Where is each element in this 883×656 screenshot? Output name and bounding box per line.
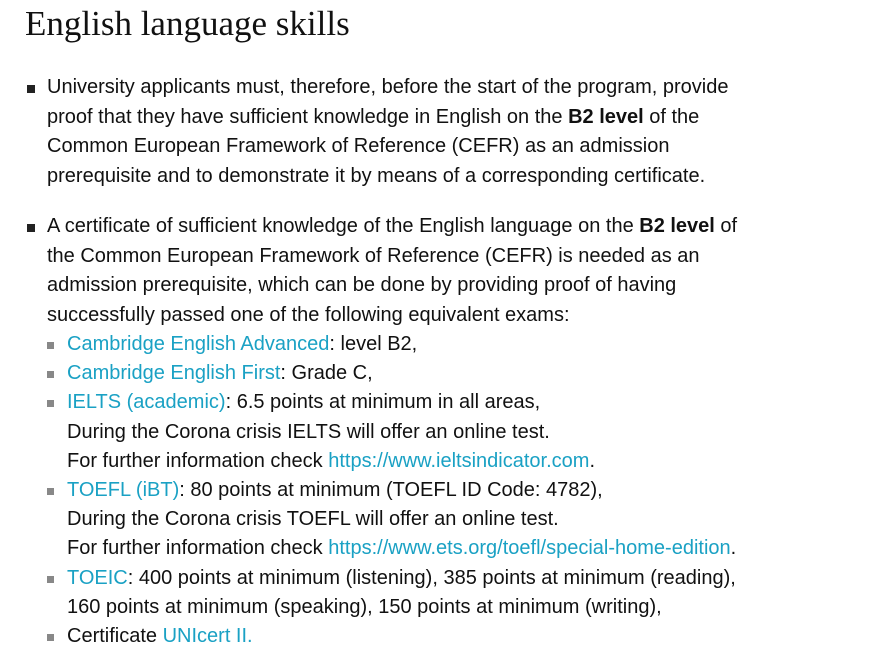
exam-line bbox=[67, 330, 867, 359]
exam-note bbox=[67, 593, 867, 622]
b2-level-emphasis: B2 level bbox=[639, 215, 715, 237]
paragraph-line bbox=[47, 103, 847, 133]
text: . bbox=[589, 449, 595, 472]
exam-item-cambridge-first bbox=[67, 359, 867, 388]
text: : 6.5 points at minimum in all areas, bbox=[225, 391, 541, 414]
exam-item-toefl bbox=[67, 476, 867, 564]
exam-note bbox=[67, 505, 867, 534]
paragraph-line bbox=[47, 73, 847, 103]
text: : level B2, bbox=[329, 333, 418, 355]
text: . bbox=[730, 537, 737, 560]
exam-item-cambridge-advanced bbox=[67, 330, 867, 359]
square-bullet-icon bbox=[47, 576, 54, 583]
text: Certificate bbox=[67, 625, 163, 648]
square-bullet-icon bbox=[47, 342, 54, 349]
text: During the Corona crisis IELTS will offer an online test. bbox=[67, 420, 550, 443]
b2-level-emphasis: B2 level bbox=[568, 105, 644, 128]
text: Common European Framework of Reference (CEFR) as an admission bbox=[47, 135, 670, 157]
text: University applicants must, therefore, before the start of the program, provide bbox=[47, 76, 729, 98]
text: the Common European Framework of Reference (CEFR) is needed as an bbox=[47, 244, 700, 267]
list-item-certificate-requirement bbox=[47, 212, 847, 330]
exam-line bbox=[67, 622, 867, 651]
text: : Grade C, bbox=[280, 362, 373, 385]
toeic-link[interactable]: TOEIC bbox=[67, 566, 128, 589]
exam-line bbox=[67, 388, 867, 417]
ielts-link[interactable]: IELTS (academic) bbox=[67, 391, 226, 414]
exam-note bbox=[67, 447, 867, 476]
text: proof that they have sufficient knowledge in English on the bbox=[47, 105, 569, 128]
toefl-link[interactable]: TOEFL (iBT) bbox=[67, 479, 180, 502]
square-bullet-icon bbox=[27, 224, 35, 232]
exam-list bbox=[67, 330, 867, 651]
exam-note bbox=[67, 534, 867, 563]
exam-line bbox=[67, 476, 867, 505]
unicert-link[interactable]: UNIcert II. bbox=[162, 625, 253, 648]
paragraph-line bbox=[47, 212, 847, 242]
ielts-indicator-link[interactable]: https://www.ieltsindicator.com bbox=[328, 449, 590, 472]
exam-item-toeic bbox=[67, 564, 867, 622]
text: successfully passed one of the following equivalent exams: bbox=[47, 303, 570, 326]
square-bullet-icon bbox=[47, 634, 54, 641]
exam-item-ielts bbox=[67, 388, 867, 476]
text: : 80 points at minimum (TOEFL ID Code: 4782), bbox=[179, 479, 603, 502]
text: admission prerequisite, which can be done by providing proof of having bbox=[47, 274, 677, 296]
exam-line bbox=[67, 564, 867, 593]
text: prerequisite and to demonstrate it by means of a corresponding certificate. bbox=[47, 164, 706, 187]
paragraph-line bbox=[47, 301, 847, 331]
exam-line bbox=[67, 359, 867, 388]
square-bullet-icon bbox=[47, 400, 54, 407]
text: For further information check bbox=[67, 537, 329, 560]
cambridge-first-link[interactable]: Cambridge English First bbox=[67, 362, 281, 385]
paragraph-line bbox=[47, 162, 847, 192]
exam-note bbox=[67, 418, 867, 447]
text: A certificate of sufficient knowledge of the English language on the bbox=[47, 215, 640, 237]
text: of the bbox=[643, 105, 700, 128]
square-bullet-icon bbox=[47, 488, 54, 495]
list-item-english-requirement bbox=[47, 73, 847, 191]
text: : 400 points at minimum (listening), 385 points at minimum (reading), bbox=[127, 566, 736, 589]
paragraph-line bbox=[47, 271, 847, 301]
square-bullet-icon bbox=[27, 85, 35, 93]
text: of bbox=[714, 215, 738, 237]
paragraph-line bbox=[47, 242, 847, 272]
toefl-home-edition-link[interactable]: https://www.ets.org/toefl/special-home-edition bbox=[328, 537, 731, 560]
paragraph-line bbox=[47, 132, 847, 162]
page-title: English language skills bbox=[25, 4, 350, 43]
cambridge-advanced-link[interactable]: Cambridge English Advanced bbox=[67, 333, 330, 355]
text: For further information check bbox=[67, 449, 329, 472]
text: During the Corona crisis TOEFL will offer an online test. bbox=[67, 508, 559, 531]
exam-item-unicert bbox=[67, 622, 867, 651]
square-bullet-icon bbox=[47, 371, 54, 378]
text: 160 points at minimum (speaking), 150 points at minimum (writing), bbox=[67, 595, 662, 618]
